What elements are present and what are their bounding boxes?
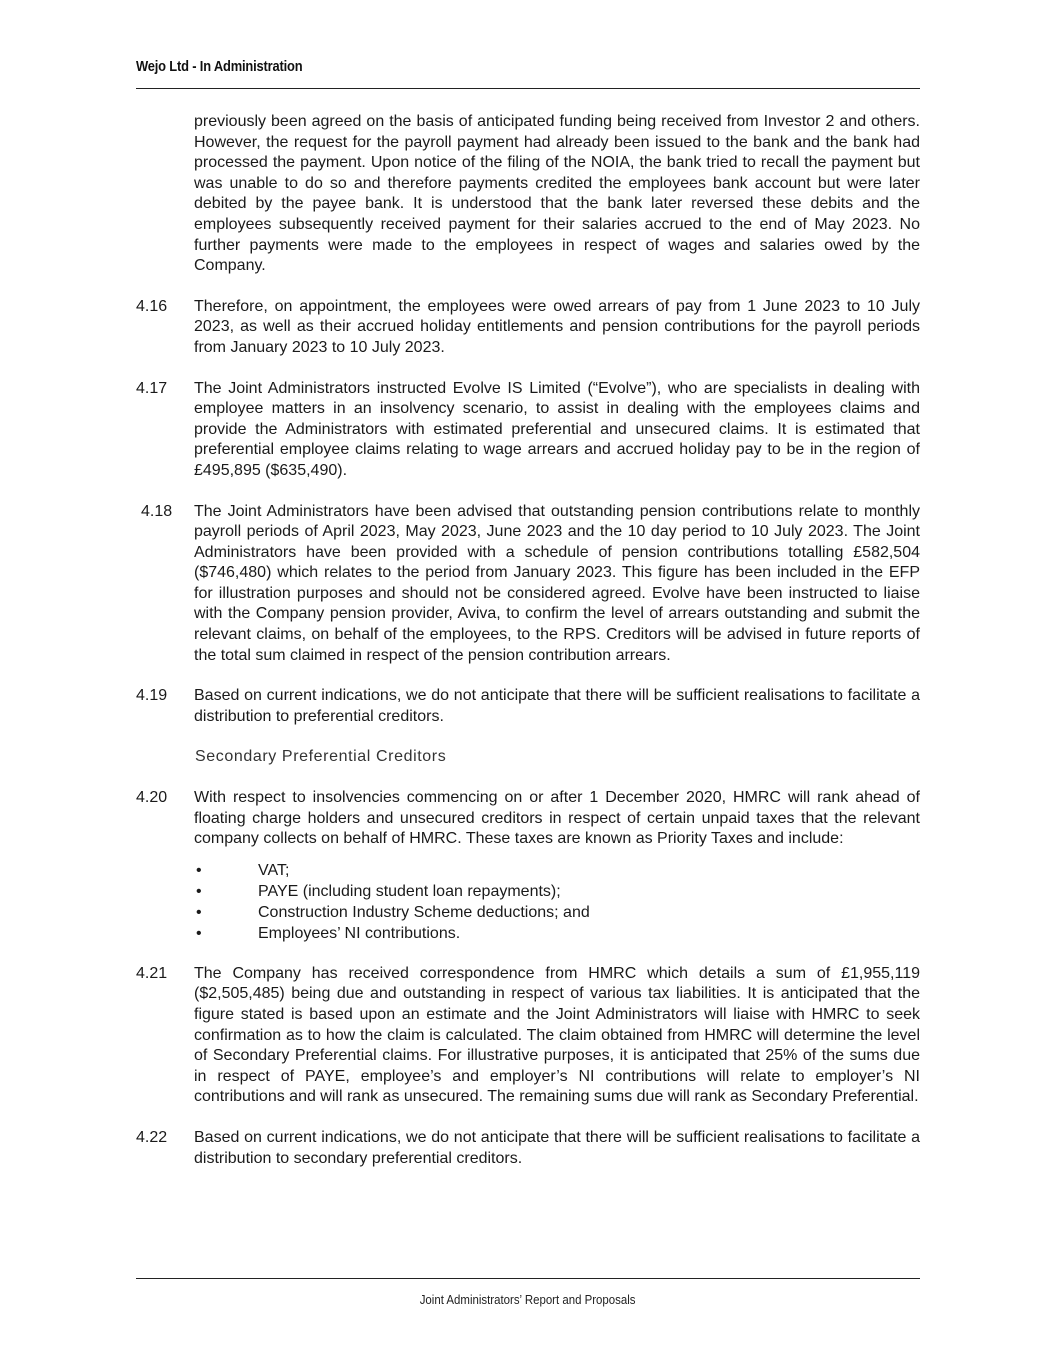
paragraph-4-20 <box>136 788 920 850</box>
paragraph-4-21 <box>136 964 920 1108</box>
paragraph-number: 4.22 <box>136 1128 168 1146</box>
footer-text: Joint Administrators’ Report and Proposals <box>420 1292 636 1307</box>
paragraph-number: 4.16 <box>136 297 168 315</box>
priority-taxes-list <box>136 860 920 944</box>
list-item <box>194 902 920 923</box>
list-item-text: VAT; <box>258 861 290 879</box>
paragraph-text: The Joint Administrators instructed Evolve IS Limited (“Evolve”), who are specialists in dealing with employee matters in an insolvency scenario, to assist in dealing with the employees claims and provide the Administrators with estimated preferential and unsecured claims. It is estimated that preferential employee claims relating to wage arrears and accrued holiday pay to be in the region of £495,895 ($635,490). <box>194 379 920 479</box>
paragraph-4-18 <box>136 502 920 667</box>
paragraph-text: Therefore, on appointment, the employees were owed arrears of pay from 1 June 2023 to 10 July 2023, as well as their accrued holiday entitlements and pension contributions for the payroll periods from January 2023 to 10 July 2023. <box>194 297 920 356</box>
paragraph-4-22 <box>136 1128 920 1169</box>
bullet-icon: • <box>196 903 202 921</box>
paragraph-text: Based on current indications, we do not anticipate that there will be sufficient realisations to facilitate a distribution to secondary preferential creditors. <box>194 1128 920 1167</box>
list-item <box>194 860 920 881</box>
paragraph-text: The Company has received correspondence from HMRC which details a sum of £1,955,119 ($2,505,485) being due and outstanding in respect of various tax liabilities. It is anticipated that the figure stated is based upon an estimate and the Joint Administrators will liaise with HMRC to seek confirmation as to how the claim is calculated. The claim obtained from HMRC will determine the level of Secondary Preferential claims. For illustrative purposes, it is anticipated that 25% of the sums due in respect of PAYE, employee’s and employer’s NI contributions will relate to employer’s NI contributions and will rank as unsecured. The remaining sums due will rank as Secondary Preferential. <box>194 964 920 1106</box>
bullet-icon: • <box>196 861 202 879</box>
paragraph-4-19 <box>136 686 920 727</box>
list-item <box>194 881 920 902</box>
list-item <box>194 923 920 944</box>
list-item-text: Employees’ NI contributions. <box>258 924 461 942</box>
paragraph-number: 4.20 <box>136 789 168 807</box>
paragraph-4-17 <box>136 379 920 482</box>
paragraph-number: 4.19 <box>136 687 168 705</box>
document-body <box>136 112 920 1189</box>
paragraph-number: 4.21 <box>136 964 168 982</box>
bullet-icon: • <box>196 924 202 942</box>
paragraph-number: 4.17 <box>136 379 168 397</box>
page-header <box>136 58 920 89</box>
paragraph-text: Based on current indications, we do not anticipate that there will be sufficient realisations to facilitate a distribution to preferential creditors. <box>194 687 920 725</box>
paragraph-4-16 <box>136 297 920 359</box>
paragraph-continued <box>136 112 920 277</box>
list-item-text: Construction Industry Scheme deductions; and <box>258 903 590 921</box>
paragraph-number: 4.18 <box>141 502 173 520</box>
paragraph-text: With respect to insolvencies commencing on or after 1 December 2020, HMRC will rank ahead of floating charge holders and unsecured creditors in respect of certain unpaid taxes that the relevant company collects on behalf of HMRC. These taxes are known as Priority Taxes and include: <box>194 789 920 848</box>
list-item-text: PAYE (including student loan repayments); <box>258 882 561 900</box>
paragraph-text: previously been agreed on the basis of anticipated funding being received from Investor 2 and others. However, the request for the payroll payment had already been issued to the bank and the bank had processed the payment. Upon notice of the filing of the NOIA, the bank tried to recall the payment but was unable to do so and therefore payments credited the employees bank account but were later debited by the payee bank. It is understood that the bank later reversed these debits and the employees subsequently received payment for their salaries accrued to the end of May 2023. No further payments were made to the employees in respect of wages and salaries owed by the Company. <box>194 113 920 275</box>
page-footer <box>136 1278 920 1309</box>
section-heading: Secondary Preferential Creditors <box>195 748 447 766</box>
document-title: Wejo Ltd - In Administration <box>136 58 303 75</box>
paragraph-text: The Joint Administrators have been advised that outstanding pension contributions relate to monthly payroll periods of April 2023, May 2023, June 2023 and the 10 day period to 10 July 2023. The Joint Administrators have been provided with a schedule of pension contributions totalling £582,504 ($746,480) which relates to the period from January 2023. This figure has been included in the EFP for illustration purposes and should not be considered agreed. Evolve have been instructed to liaise with the Company pension provider, Aviva, to confirm the level of arrears outstanding and submit the relevant claims, on behalf of the employees, to the RPS. Creditors will be advised in future reports of the total sum claimed in respect of the pension contribution arrears. <box>194 502 920 664</box>
bullet-icon: • <box>196 882 202 900</box>
